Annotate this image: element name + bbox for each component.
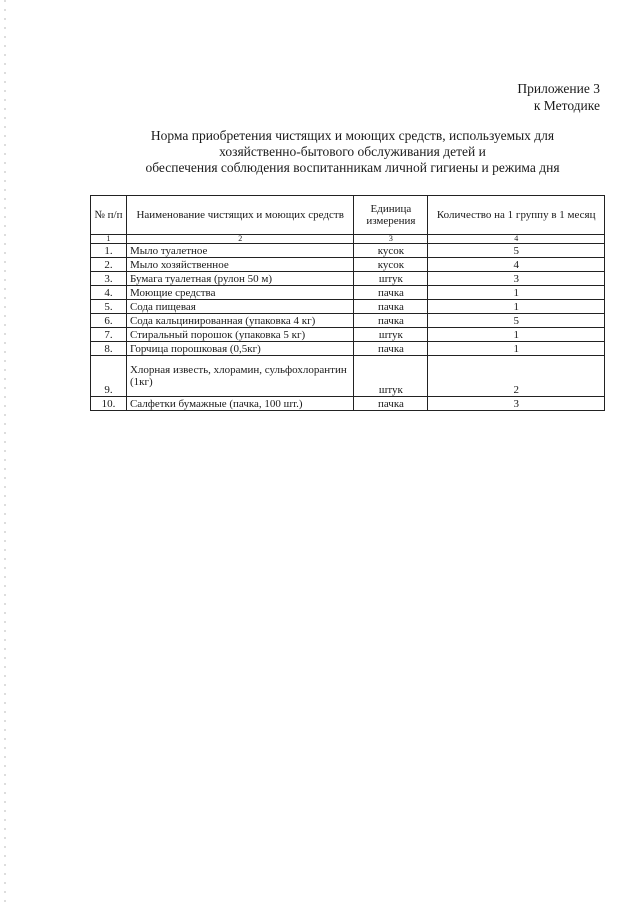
row-name: Сода кальцинированная (упаковка 4 кг) [126, 314, 354, 328]
row-unit: пачка [354, 397, 428, 411]
index-cell: 1 [91, 235, 127, 244]
row-num: 8. [91, 342, 127, 356]
annex-reference: к Методике [533, 98, 600, 113]
row-num: 10. [91, 397, 127, 411]
row-unit: кусок [354, 258, 428, 272]
row-unit: штук [354, 356, 428, 397]
header-num: № п/п [91, 196, 127, 235]
row-qty: 1 [428, 342, 605, 356]
row-num: 5. [91, 300, 127, 314]
row-qty: 5 [428, 244, 605, 258]
row-qty: 3 [428, 272, 605, 286]
row-num: 7. [91, 328, 127, 342]
table-row [91, 300, 605, 314]
annex-label [517, 80, 600, 114]
row-name: Мыло хозяйственное [126, 258, 354, 272]
header-qty: Количество на 1 группу в 1 месяц [428, 196, 605, 235]
scan-margin-marks [4, 0, 6, 905]
row-unit: пачка [354, 286, 428, 300]
table-header-row [91, 196, 605, 235]
row-unit: штук [354, 328, 428, 342]
table-row [91, 258, 605, 272]
row-unit: пачка [354, 342, 428, 356]
row-name: Сода пищевая [126, 300, 354, 314]
row-unit: кусок [354, 244, 428, 258]
norms-table [90, 195, 605, 411]
title-line-2: хозяйственно-бытового обслуживания детей и [219, 144, 486, 159]
title-line-1: Норма приобретения чистящих и моющих средств, используемых для [150, 128, 555, 143]
row-qty: 4 [428, 258, 605, 272]
table-row [91, 342, 605, 356]
row-qty: 2 [428, 356, 605, 397]
header-unit: Единица измерения [354, 196, 428, 235]
table-row [91, 356, 605, 397]
table-row [91, 286, 605, 300]
row-num: 6. [91, 314, 127, 328]
row-name: Салфетки бумажные (пачка, 100 шт.) [126, 397, 354, 411]
index-cell: 2 [126, 235, 354, 244]
table-row [91, 244, 605, 258]
table-row [91, 272, 605, 286]
row-name: Мыло туалетное [126, 244, 354, 258]
row-num: 3. [91, 272, 127, 286]
row-name: Хлорная известь, хлорамин, сульфохлорантин (1кг) [126, 356, 354, 397]
table-row [91, 328, 605, 342]
table-row [91, 314, 605, 328]
row-name: Моющие средства [126, 286, 354, 300]
document-title [110, 128, 595, 176]
row-num: 4. [91, 286, 127, 300]
row-name: Бумага туалетная (рулон 50 м) [126, 272, 354, 286]
row-unit: пачка [354, 314, 428, 328]
row-num: 1. [91, 244, 127, 258]
row-unit: пачка [354, 300, 428, 314]
row-name: Горчица порошковая (0,5кг) [126, 342, 354, 356]
header-name: Наименование чистящих и моющих средств [126, 196, 354, 235]
row-num: 9. [91, 356, 127, 397]
row-qty: 1 [428, 300, 605, 314]
row-num: 2. [91, 258, 127, 272]
column-index-row [91, 235, 605, 244]
title-line-3: обеспечения соблюдения воспитанникам личной гигиены и режима дня [145, 160, 560, 175]
row-qty: 1 [428, 286, 605, 300]
row-qty: 5 [428, 314, 605, 328]
row-qty: 1 [428, 328, 605, 342]
row-qty: 3 [428, 397, 605, 411]
row-name: Стиральный порошок (упаковка 5 кг) [126, 328, 354, 342]
annex-number: Приложение 3 [517, 81, 600, 96]
table-row [91, 397, 605, 411]
index-cell: 4 [428, 235, 605, 244]
index-cell: 3 [354, 235, 428, 244]
row-unit: штук [354, 272, 428, 286]
